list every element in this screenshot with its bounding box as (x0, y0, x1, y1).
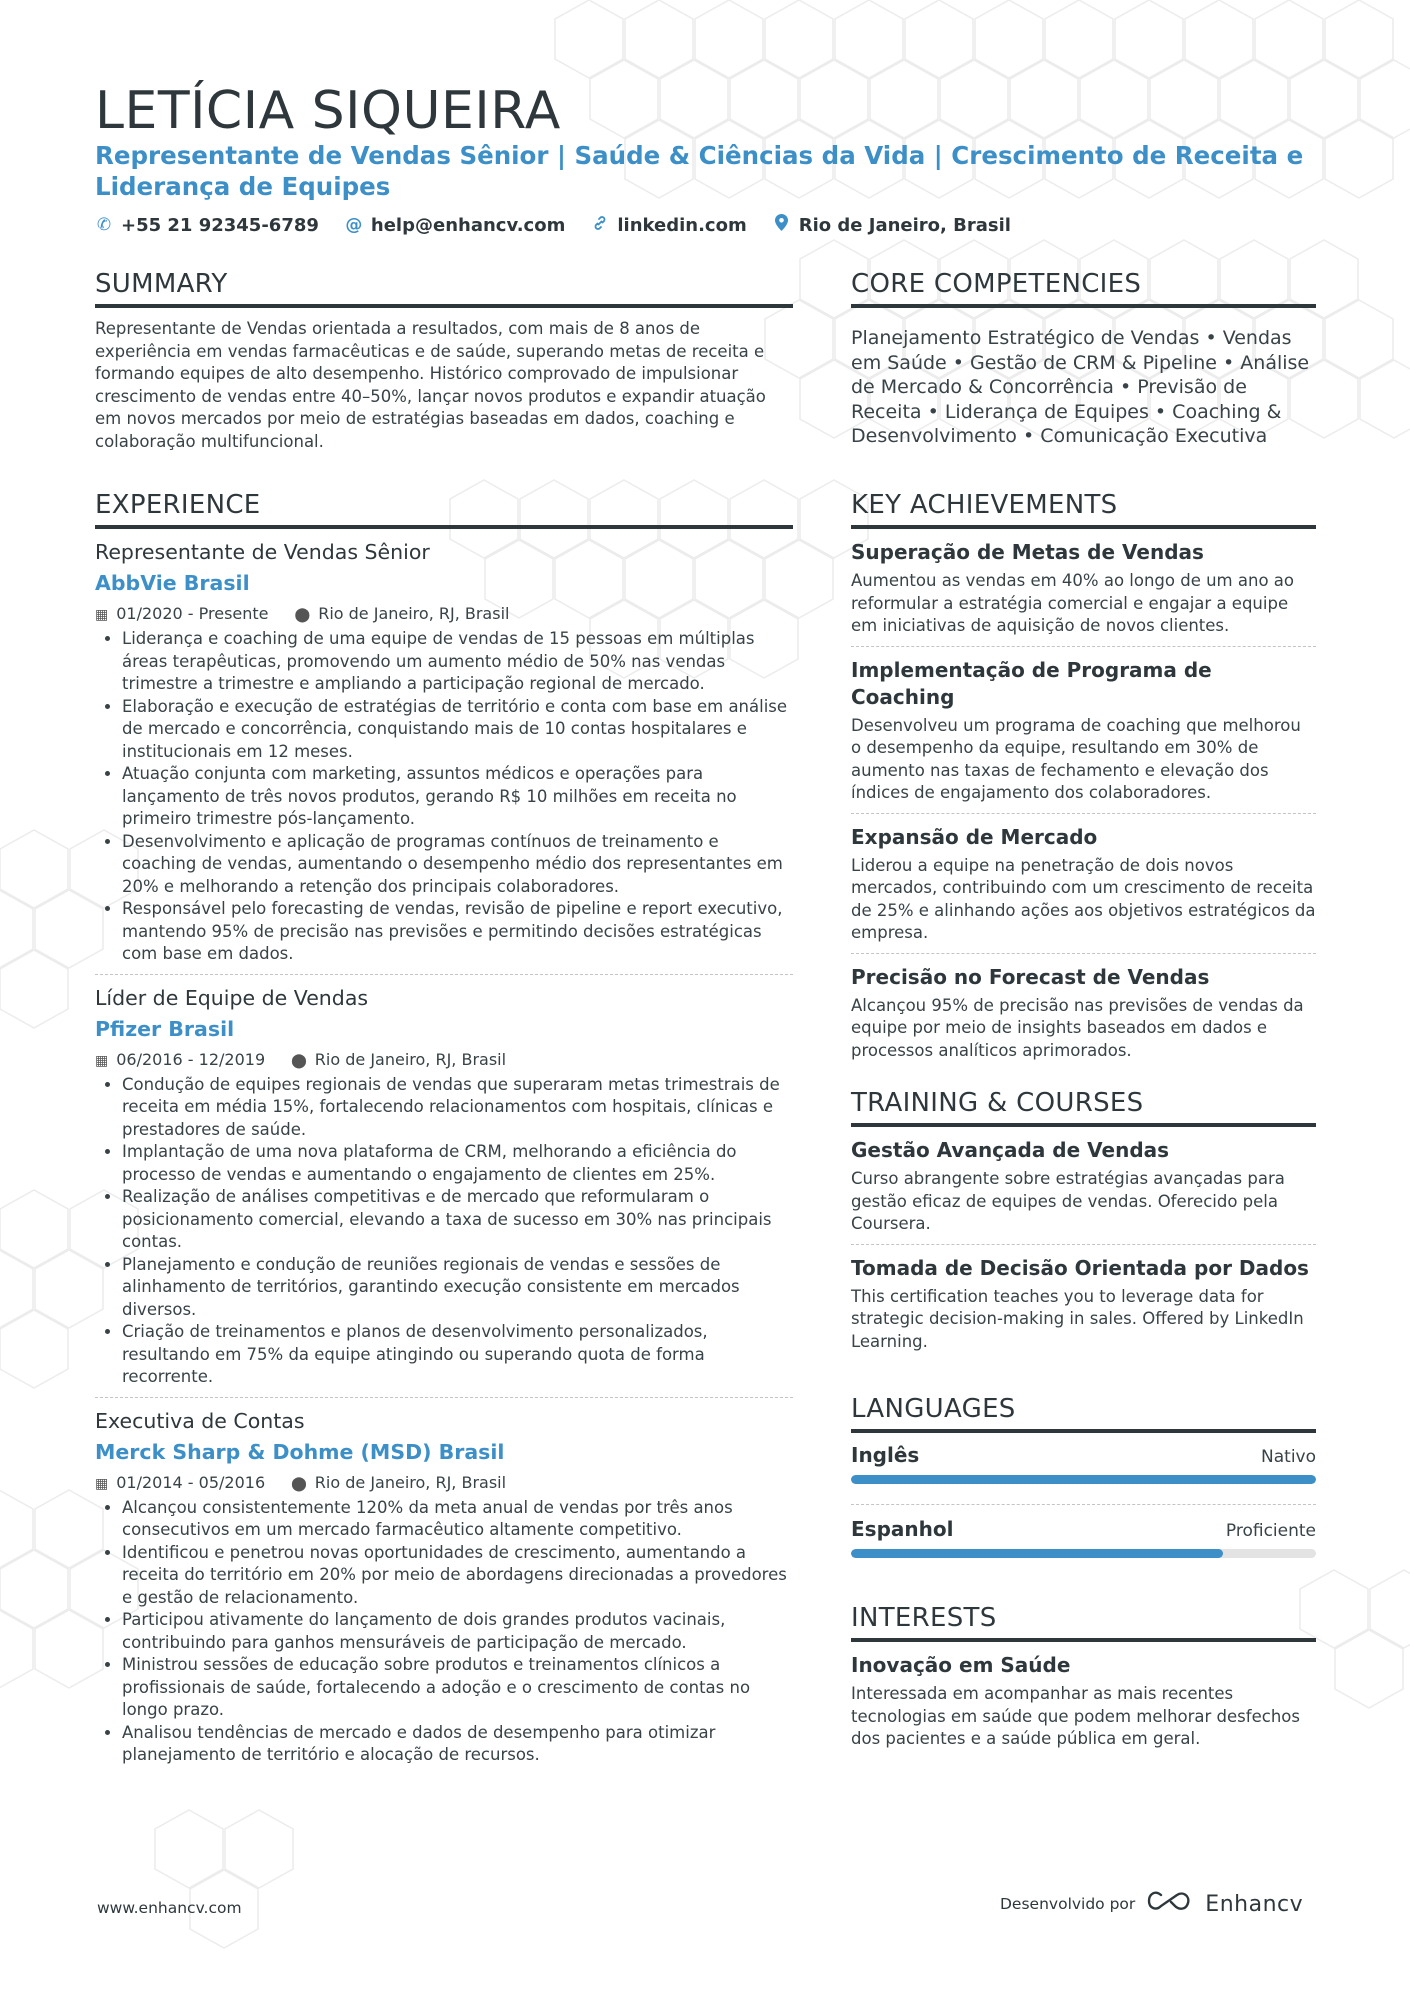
proficiency-bar (851, 1549, 1316, 1558)
contact-location (773, 214, 1011, 236)
phone-text: +55 21 92345-6789 (121, 214, 319, 236)
section-title-interests: INTERESTS (851, 1602, 1316, 1642)
job-meta (95, 603, 793, 626)
powered-by-text: Desenvolvido por (1000, 1895, 1136, 1913)
job-bullets (95, 628, 793, 966)
at-icon: @ (345, 215, 363, 235)
bullet-item: • Condução de equipes regionais de vendas que superaram metas trimestrais de receita em média 15%, fortalecendo relacionamentos com hospitais, clínicas e prestadores de saúde. (122, 1074, 793, 1142)
enhancv-logo-icon (1147, 1890, 1193, 1918)
job-role: Executiva de Contas (95, 1408, 305, 1433)
achievement-desc: Desenvolveu um programa de coaching que melhorou o desempenho da equipe, resultando em 30% de aumento nas taxas de fechamento e elevação dos índices de engajamento dos colaboradores. (851, 715, 1301, 802)
contact-phone[interactable] (95, 214, 319, 236)
divider (851, 1244, 1316, 1245)
candidate-name: LETÍCIA SIQUEIRA (95, 81, 561, 141)
competencies-text: Planejamento Estratégico de Vendas • Vendas em Saúde • Gestão de CRM & Pipeline • Análise de Mercado & Concorrência • Previsão de Receita • Liderança de Equipes • Coaching & Desenvolvimento • Comunicação Executiva (851, 327, 1310, 447)
bullet-item: • Liderança e coaching de uma equipe de vendas de 15 pessoas em múltiplas áreas terapêuticas, promovendo um aumento médio de 50% nas vendas trimestre a trimestre e ampliando a participação regional de mercado. (122, 628, 793, 696)
summary-section (95, 268, 793, 453)
job-dates: 01/2020 - Presente (116, 604, 269, 623)
calendar-icon: ▦ (95, 1475, 109, 1492)
bullet-item: • Alcançou consistentemente 120% da meta anual de vendas por três anos consecutivos em um mercado farmacêutico altamente competitivo. (122, 1497, 793, 1542)
achievement-desc: Alcançou 95% de precisão nas previsões de vendas da equipe por meio de insights baseados em dados e processos analíticos aprimorados. (851, 995, 1304, 1060)
job-role: Representante de Vendas Sênior (95, 540, 430, 564)
course-item (851, 1255, 1316, 1354)
job-entry (95, 1408, 793, 1767)
job-company: AbbVie Brasil (95, 571, 250, 595)
job-bullets (95, 1074, 793, 1389)
bullet-item: • Implantação de uma nova plataforma de CRM, melhorando a eficiência do processo de vendas e aumentando o engajamento de clientes em 25%. (122, 1141, 793, 1186)
bullet-item: • Criação de treinamentos e planos de desenvolvimento personalizados, resultando em 75% da equipe atingindo ou superando quota de forma recorrente. (122, 1321, 793, 1389)
achievement-title: Implementação de Programa de Coaching (851, 657, 1212, 709)
section-title-experience: EXPERIENCE (95, 489, 793, 529)
section-title-competencies: CORE COMPETENCIES (851, 268, 1316, 308)
competencies-section (851, 268, 1316, 449)
job-location: Rio de Janeiro, RJ, Brasil (318, 604, 510, 623)
bullet-item: • Elaboração e execução de estratégias de território e conta com base em análise de mercado e concorrência, conquistando mais de 10 contas hospitalares e institucionais em 12 meses. (122, 696, 793, 764)
headline: Representante de Vendas Sênior | Saúde & Ciências da Vida | Crescimento de Receita e Liderança de Equipes (95, 141, 1304, 201)
interest-title: Inovação em Saúde (851, 1653, 1071, 1677)
proficiency-bar (851, 1475, 1316, 1484)
location-text: Rio de Janeiro, Brasil (798, 214, 1011, 236)
section-title-training: TRAINING & COURSES (851, 1087, 1316, 1127)
language-level: Proficiente (1225, 1521, 1316, 1541)
course-title: Gestão Avançada de Vendas (851, 1138, 1170, 1162)
job-location: Rio de Janeiro, RJ, Brasil (314, 1472, 507, 1492)
bullet-item: • Analisou tendências de mercado e dados de desempenho para otimizar planejamento de território e alocação de recursos. (122, 1722, 793, 1767)
achievement-item (851, 964, 1316, 1063)
course-title: Tomada de Decisão Orientada por Dados (851, 1255, 1309, 1280)
job-meta (95, 1472, 793, 1495)
section-title-languages: LANGUAGES (851, 1393, 1316, 1433)
divider (851, 953, 1316, 954)
job-dates: 01/2014 - 05/2016 (116, 1472, 266, 1492)
calendar-icon: ▦ (95, 607, 109, 623)
language-item (851, 1443, 1316, 1505)
bullet-item: • Ministrou sessões de educação sobre produtos e treinamentos clínicos a profissionais de saúde, fortalecendo a adoção e o crescimento de contas no longo prazo. (122, 1654, 793, 1722)
bullet-item: • Desenvolvimento e aplicação de programas contínuos de treinamento e coaching de vendas, aumentando o desempenho médio dos representantes em 20% e melhorando a retenção dos principais colaboradores. (122, 831, 793, 899)
divider (851, 1504, 1316, 1505)
calendar-icon: ▦ (95, 1052, 109, 1069)
divider (851, 813, 1316, 814)
job-role: Líder de Equipe de Vendas (95, 985, 369, 1010)
course-item (851, 1137, 1316, 1245)
experience-section (95, 489, 793, 1767)
email-text: help@enhancv.com (370, 214, 566, 236)
language-level: Nativo (1261, 1447, 1316, 1467)
summary-text: Representante de Vendas orientada a resultados, com mais de 8 anos de experiência em vendas farmacêuticas e de saúde, superando metas de receita e formando equipes de alto desempenho. Histórico comprovado de impulsionar crescimento de vendas entre 40–50%, lançar novos produtos e expandir atuação em novos mercados por meio de estratégias baseadas em dados, coaching e colaboração multifuncional. (95, 319, 766, 451)
job-bullets (95, 1497, 793, 1767)
phone-icon: ✆ (96, 215, 112, 235)
bullet-item: • Participou ativamente do lançamento de dois grandes produtos vacinais, contribuindo para ganhos mensuráveis de participação de mercado. (122, 1609, 793, 1654)
job-location: Rio de Janeiro, RJ, Brasil (314, 1049, 507, 1069)
achievement-item (851, 824, 1316, 954)
divider (851, 646, 1316, 647)
bullet-item: • Responsável pelo forecasting de vendas, revisão de pipeline e report executivo, mantendo 95% de precisão nas previsões e permitindo decisões estratégicas com base em dados. (122, 898, 793, 966)
job-dates: 06/2016 - 12/2019 (116, 1049, 266, 1069)
languages-section (851, 1393, 1316, 1558)
map-pin-icon: ⬤ (294, 607, 311, 623)
job-entry (95, 539, 793, 975)
course-desc: Curso abrangente sobre estratégias avançadas para gestão eficaz de equipes de vendas. Oferecido pela Coursera. (851, 1169, 1285, 1233)
map-pin-icon (773, 214, 791, 236)
job-company: Merck Sharp & Dohme (MSD) Brasil (95, 1439, 505, 1464)
training-section (851, 1087, 1316, 1353)
divider (95, 1397, 793, 1398)
achievement-title: Expansão de Mercado (851, 824, 1098, 849)
interest-desc: Interessada em acompanhar as mais recentes tecnologias em saúde que podem melhorar desfechos dos pacientes e a saúde pública em geral. (851, 1684, 1300, 1748)
language-name: Espanhol (851, 1517, 954, 1541)
achievement-title: Superação de Metas de Vendas (851, 540, 1204, 564)
brand-name: Enhancv (1205, 1891, 1304, 1917)
contact-bar (95, 214, 1011, 236)
job-entry (95, 985, 793, 1398)
job-company: Pfizer Brasil (95, 1016, 235, 1041)
achievement-item (851, 539, 1316, 647)
contact-email[interactable] (345, 214, 565, 236)
divider (95, 974, 793, 975)
contact-linkedin[interactable] (591, 214, 746, 236)
bullet-item: • Realização de análises competitivas e de mercado que reformularam o posicionamento comercial, elevando a taxa de sucesso em 30% nas principais contas. (122, 1186, 793, 1254)
section-title-summary: SUMMARY (95, 268, 793, 308)
achievement-desc: Aumentou as vendas em 40% ao longo de um ano ao reformular a estratégia comercial e engajar a equipe em iniciativas de aquisição de novos clientes. (851, 571, 1294, 635)
course-desc: This certification teaches you to leverage data for strategic decision-making in sales. Offered by LinkedIn Learning. (851, 1286, 1304, 1351)
linkedin-text: linkedin.com (617, 214, 747, 236)
language-item (851, 1517, 1316, 1558)
achievements-section (851, 489, 1316, 1062)
bullet-item: • Atuação conjunta com marketing, assuntos médicos e operações para lançamento de três novos produtos, gerando R$ 10 milhões em receita no primeiro trimestre pós-lançamento. (122, 763, 793, 831)
footer-website[interactable]: www.enhancv.com (97, 1899, 242, 1917)
proficiency-bar-fill (851, 1475, 1316, 1484)
job-meta (95, 1049, 793, 1072)
interests-section (851, 1602, 1316, 1751)
language-name: Inglês (851, 1443, 920, 1467)
achievement-desc: Liderou a equipe na penetração de dois novos mercados, contribuindo com um crescimento de receita de 25% e alinhando ações aos objetivos estratégicos da empresa. (851, 855, 1316, 942)
map-pin-icon: ⬤ (291, 1052, 307, 1069)
bullet-item: • Identificou e penetrou novas oportunidades de crescimento, aumentando a receita do território em 20% por meio de abordagens direcionadas a provedores e gestão de relacionamento. (122, 1542, 793, 1610)
footer-branding[interactable] (1000, 1890, 1303, 1918)
link-icon (591, 215, 609, 236)
achievement-item (851, 657, 1316, 814)
section-title-achievements: KEY ACHIEVEMENTS (851, 489, 1316, 529)
achievement-title: Precisão no Forecast de Vendas (851, 964, 1210, 989)
proficiency-bar-fill (851, 1549, 1223, 1558)
bullet-item: • Planejamento e condução de reuniões regionais de vendas e sessões de alinhamento de territórios, garantindo execução consistente em mercados diversos. (122, 1254, 793, 1322)
map-pin-icon: ⬤ (291, 1475, 307, 1492)
